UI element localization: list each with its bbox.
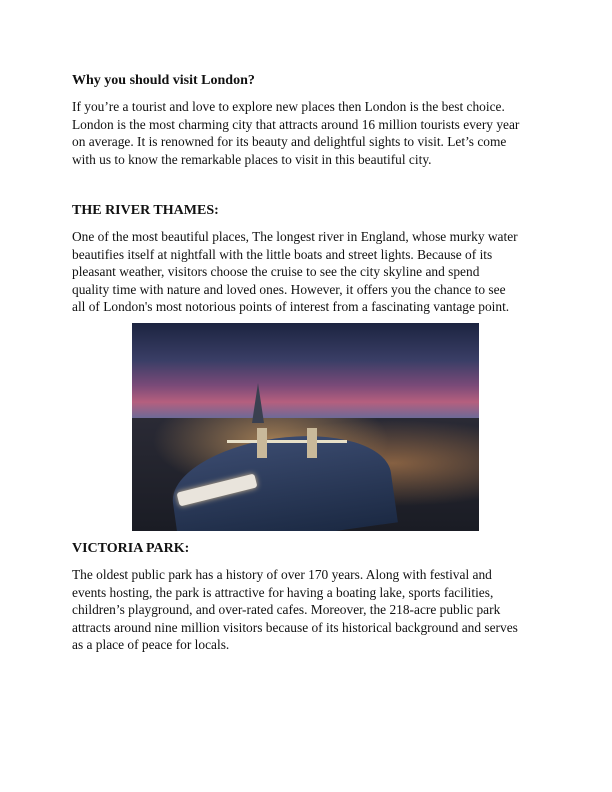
text-line: attracts around nine million visitors because of its historical background and serves: [72, 619, 518, 635]
victoria-heading: VICTORIA PARK:: [72, 541, 190, 556]
intro-paragraph: [72, 98, 519, 168]
text-line: If you’re a tourist and love to explore new places then London is the best choice.: [72, 99, 505, 114]
text-line: events hosting, the park is attractive for having a boating lake, sports facilities,: [72, 584, 494, 600]
text-line: all of London's most notorious points of interest from a fascinating vantage point.: [72, 299, 510, 314]
shard-building: [252, 383, 264, 423]
intro-heading: Why you should visit London?: [72, 73, 255, 88]
text-line: as a place of peace for locals.: [72, 637, 230, 652]
london-night-photo: [132, 323, 479, 531]
text-line: with us to know the remarkable places to visit in this beautiful city.: [72, 151, 432, 167]
text-line: children’s playground, and over-rated cafes. Moreover, the 218-acre public park: [72, 602, 501, 617]
tower-bridge: [227, 440, 347, 459]
victoria-paragraph: [72, 566, 518, 654]
text-line: London is the most charming city that attracts around 16 million tourists every year: [72, 116, 520, 132]
thames-heading: THE RIVER THAMES:: [72, 203, 219, 218]
bridge-tower: [307, 428, 317, 458]
text-line: pleasant weather, visitors choose the cruise to see the city skyline and spend: [72, 264, 480, 279]
text-line: beautifies itself at nightfall with the little boats and street lights. Because of its: [72, 246, 493, 262]
bridge-tower: [257, 428, 267, 458]
text-line: One of the most beautiful places, The longest river in England, whose murky water: [72, 229, 518, 244]
text-line: quality time with nature and loved ones. However, it offers you the chance to see: [72, 281, 506, 297]
text-line: on average. It is renowned for its beauty and delightful sights to visit. Let’s come: [72, 134, 507, 149]
thames-paragraph: [72, 228, 518, 316]
text-line: The oldest public park has a history of over 170 years. Along with festival and: [72, 567, 492, 582]
